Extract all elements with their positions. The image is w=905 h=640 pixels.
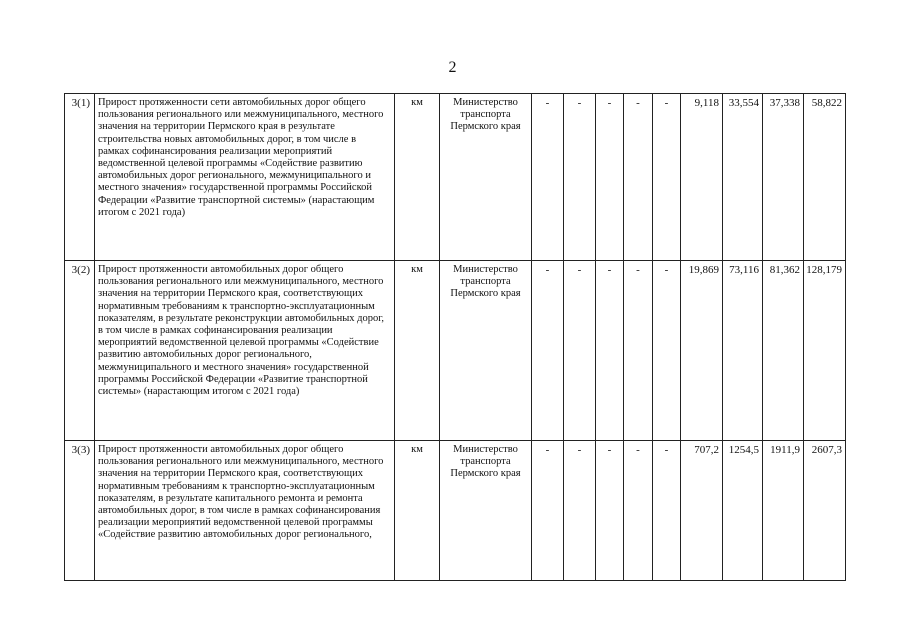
- value-cell: -: [596, 94, 624, 261]
- value-cell: 1911,9: [763, 441, 804, 581]
- responsible-cell: Министерство транспорта Пермского края: [440, 441, 532, 581]
- value-cell: 81,362: [763, 261, 804, 441]
- value-cell: 19,869: [681, 261, 723, 441]
- value-cell: -: [564, 441, 596, 581]
- value-cell: -: [653, 94, 681, 261]
- value-cell: 33,554: [723, 94, 763, 261]
- value-cell: -: [532, 261, 564, 441]
- unit-cell: км: [395, 94, 440, 261]
- table-row: [65, 261, 846, 441]
- table-row: [65, 94, 846, 261]
- indicators-table: [64, 93, 846, 581]
- value-cell: -: [564, 261, 596, 441]
- value-cell: 58,822: [804, 94, 846, 261]
- value-cell: -: [596, 441, 624, 581]
- value-cell: 1254,5: [723, 441, 763, 581]
- responsible-cell: Министерство транспорта Пермского края: [440, 261, 532, 441]
- unit-cell: км: [395, 441, 440, 581]
- value-cell: -: [653, 441, 681, 581]
- value-cell: -: [624, 261, 653, 441]
- indicator-description: Прирост протяженности автомобильных дорог общего пользования регионального или межмуниципального, местного значения на территории Пермского края, соответствующих нормативным требованиям к транспортно-эксплуатационным показателям, в результате капитального ремонта и ремонта автомобильных дорог, в том числе в рамках софинансирования реализации мероприятий ведомственной целевой программы «Содействие развитию автомобильных дорог регионального,: [95, 441, 395, 581]
- value-cell: -: [624, 441, 653, 581]
- value-cell: 9,118: [681, 94, 723, 261]
- value-cell: 707,2: [681, 441, 723, 581]
- value-cell: -: [532, 94, 564, 261]
- value-cell: -: [624, 94, 653, 261]
- value-cell: 128,179: [804, 261, 846, 441]
- value-cell: -: [564, 94, 596, 261]
- value-cell: 37,338: [763, 94, 804, 261]
- indicator-description: Прирост протяженности сети автомобильных дорог общего пользования регионального или межмуниципального, местного значения на территории Пермского края в результате строительства новых автомобильных дорог, в том числе в рамках софинансирования реализации мероприятий ведомственной целевой программы «Содействие развитию автомобильных дорог регионального, межмуниципального и местного значения» государственной программы Российской Федерации «Развитие транспортной системы» (нарастающим итогом с 2021 года): [95, 94, 395, 261]
- indicator-description: Прирост протяженности автомобильных дорог общего пользования регионального или межмуниципального, местного значения на территории Пермского края, соответствующих нормативным требованиям к транспортно-эксплуатационным показателям, в результате реконструкции автомобильных дорог, в том числе в рамках софинансирования реализации мероприятий ведомственной целевой программы «Содействие развитию автомобильных дорог регионального, межмуниципального и местного значения» государственной программы Российской Федерации «Развитие транспортной системы» (нарастающим итогом с 2021 года): [95, 261, 395, 441]
- responsible-cell: Министерство транспорта Пермского края: [440, 94, 532, 261]
- value-cell: -: [596, 261, 624, 441]
- value-cell: 2607,3: [804, 441, 846, 581]
- table-row: [65, 441, 846, 581]
- row-number: 3(1): [65, 94, 95, 261]
- unit-cell: км: [395, 261, 440, 441]
- row-number: 3(2): [65, 261, 95, 441]
- value-cell: 73,116: [723, 261, 763, 441]
- value-cell: -: [653, 261, 681, 441]
- value-cell: -: [532, 441, 564, 581]
- page-number: 2: [448, 59, 457, 76]
- row-number: 3(3): [65, 441, 95, 581]
